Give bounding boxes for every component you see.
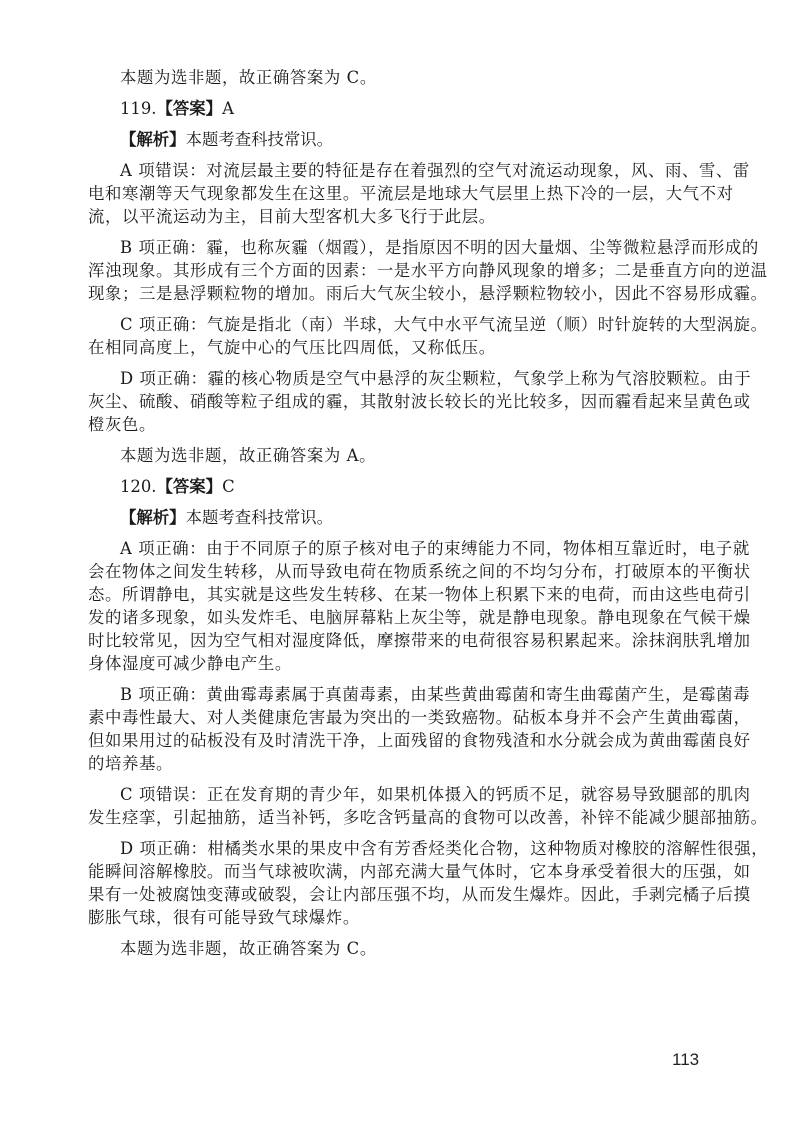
analysis-line bbox=[88, 506, 720, 529]
text-line: A 项错误：对流层最主要的特征是存在着强烈的空气对流运动现象，风、雨、雪、雷 bbox=[120, 161, 750, 180]
text-line: 能瞬间溶解橡胶。而当气球被吹满，内部充满大量气体时，它本身承受着很大的压强，如 bbox=[88, 862, 751, 881]
text-line: 本题为选非题，故正确答案为 C。 bbox=[120, 68, 377, 87]
text-line: A 项正确：由于不同原子的原子核对电子的束缚能力不同，物体相互靠近时，电子就 bbox=[120, 539, 750, 558]
text-line: 电和寒潮等天气现象都发生在这里。平流层是地球大气层里上热下冷的一层，大气不对 bbox=[88, 184, 734, 203]
text-line: 浑浊现象。其形成有三个方面的因素：一是水平方向静风现象的增多；二是垂直方向的逆温 bbox=[88, 261, 768, 280]
paragraph bbox=[88, 66, 720, 89]
paragraph bbox=[88, 537, 751, 675]
page-number: 113 bbox=[672, 1050, 700, 1069]
text-line: 现象；三是悬浮颗粒物的增加。雨后大气灰尘较小，悬浮颗粒物较小，因此不容易形成霾。 bbox=[88, 284, 768, 303]
text-line: C 项正确：气旋是指北（南）半球，大气中水平气流呈逆（顺）时针旋转的大型涡旋。 bbox=[120, 315, 768, 334]
paragraph bbox=[88, 783, 768, 829]
answer-line bbox=[88, 475, 720, 498]
analysis-line bbox=[88, 128, 720, 151]
text-line: 膨胀气球，很有可能导致气球爆炸。 bbox=[88, 908, 360, 927]
answer-value: C bbox=[222, 477, 235, 496]
text-line: 流，以平流运动为主，目前大型客机大多飞行于此层。 bbox=[88, 207, 496, 226]
paragraph bbox=[88, 367, 752, 436]
answer-num: 120. bbox=[120, 477, 157, 496]
text-line: 灰尘、硫酸、硝酸等粒子组成的霾，其散射波长较长的光比较多，因而霾看起来呈黄色或 bbox=[88, 392, 751, 411]
document-body bbox=[88, 66, 769, 960]
paragraph bbox=[88, 159, 750, 228]
paragraph bbox=[88, 683, 751, 775]
paragraph bbox=[88, 313, 768, 359]
analysis-text: 本题考查科技常识。 bbox=[185, 508, 334, 527]
paragraph bbox=[88, 444, 720, 467]
text-line: 发的诸多现象，如头发炸毛、电脑屏幕粘上灰尘等，就是静电现象。静电现象在气候干燥 bbox=[88, 608, 751, 627]
text-line: 会在物体之间发生转移，从而导致电荷在物质系统之间的不均匀分布，打破原本的平衡状 bbox=[88, 562, 751, 581]
text-line: 发生痉挛，引起抽筋，适当补钙，多吃含钙量高的食物可以改善，补锌不能减少腿部抽筋。 bbox=[88, 808, 768, 827]
text-line: D 项正确：霾的核心物质是空气中悬浮的灰尘颗粒，气象学上称为气溶胶颗粒。由于 bbox=[120, 369, 752, 388]
answer-line bbox=[88, 97, 720, 120]
text-line: B 项正确：霾，也称灰霾（烟霞），是指原因不明的因大量烟、尘等微粒悬浮而形成的 bbox=[120, 238, 759, 257]
text-line: 果有一处被腐蚀变薄或破裂，会让内部压强不均，从而发生爆炸。因此，手剥完橘子后摸 bbox=[88, 885, 751, 904]
answer-label: 【答案】 bbox=[156, 477, 223, 496]
text-line: 但如果用过的砧板没有及时清洗干净，上面残留的食物残渣和水分就会成为黄曲霉菌良好 bbox=[88, 731, 751, 750]
text-line: 态。所谓静电，其实就是这些发生转移、在某一物体上积累下来的电荷，而由这些电荷引 bbox=[88, 585, 751, 604]
paragraph bbox=[88, 937, 720, 960]
text-line: C 项错误：正在发育期的青少年，如果机体摄入的钙质不足，就容易导致腿部的肌肉 bbox=[120, 785, 751, 804]
answer-value: A bbox=[222, 99, 234, 118]
text-line: 橙灰色。 bbox=[88, 415, 156, 434]
paragraph bbox=[88, 236, 768, 305]
text-line: B 项正确：黄曲霉毒素属于真菌毒素，由某些黄曲霉菌和寄生曲霉菌产生，是霉菌毒 bbox=[120, 685, 751, 704]
text-line: 本题为选非题，故正确答案为 C。 bbox=[120, 939, 377, 958]
answer-num: 119. bbox=[120, 99, 157, 118]
text-line: D 项正确：柑橘类水果的果皮中含有芳香烃类化合物，这种物质对橡胶的溶解性很强， bbox=[120, 839, 769, 858]
text-line: 在相同高度上，气旋中心的气压比四周低，又称低压。 bbox=[88, 338, 496, 357]
paragraph bbox=[88, 837, 769, 929]
analysis-text: 本题考查科技常识。 bbox=[185, 130, 334, 149]
text-line: 的培养基。 bbox=[88, 754, 173, 773]
text-line: 本题为选非题，故正确答案为 A。 bbox=[120, 446, 377, 465]
text-line: 素中毒性最大、对人类健康危害最为突出的一类致癌物。砧板本身并不会产生黄曲霉菌， bbox=[88, 708, 751, 727]
text-line: 时比较常见，因为空气相对湿度降低，摩擦带来的电荷很容易积累起来。涂抹润肤乳增加 bbox=[88, 631, 751, 650]
analysis-label: 【解析】 bbox=[120, 508, 186, 527]
text-line: 身体湿度可减少静电产生。 bbox=[88, 654, 292, 673]
analysis-label: 【解析】 bbox=[120, 130, 186, 149]
answer-label: 【答案】 bbox=[156, 99, 223, 118]
